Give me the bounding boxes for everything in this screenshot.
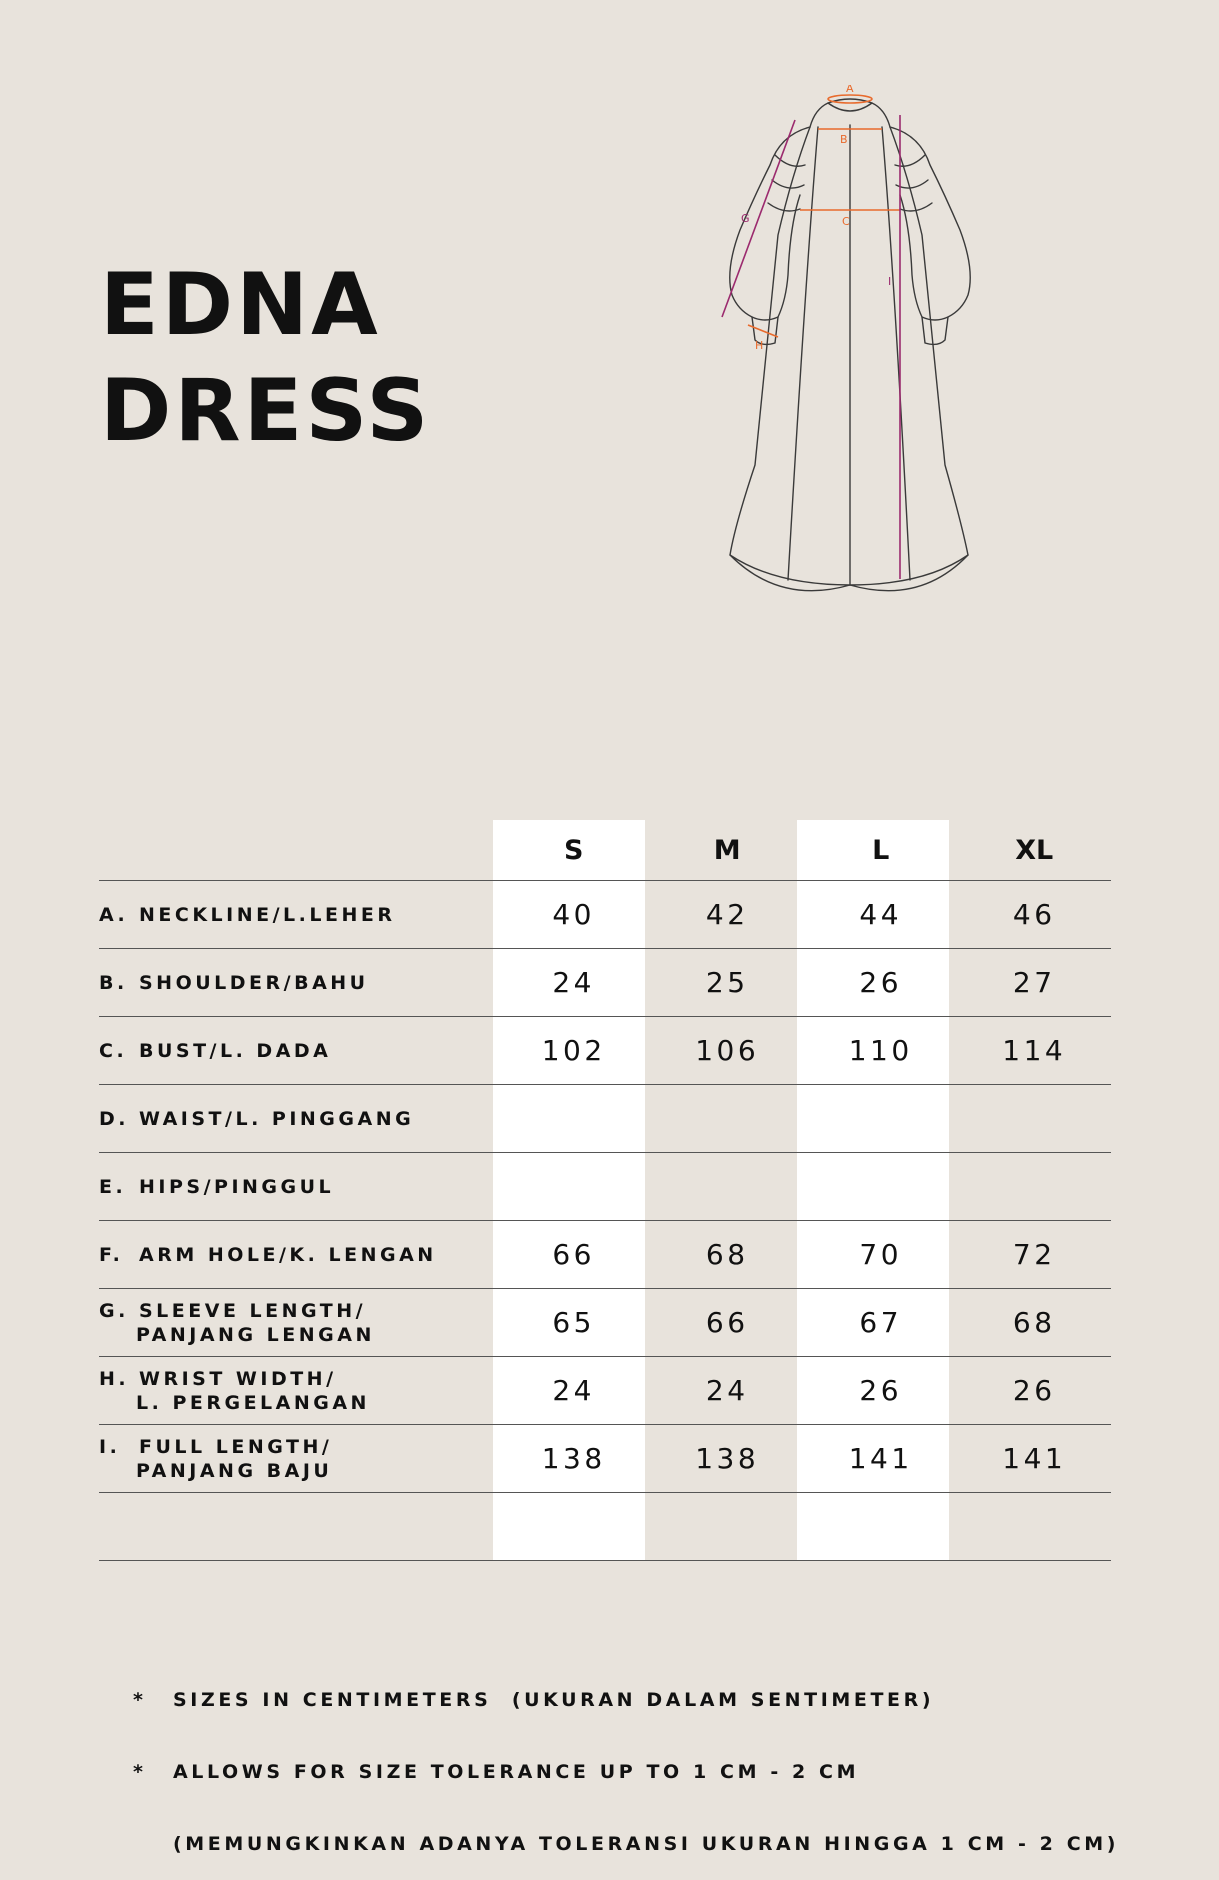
table-cell: 27 (957, 949, 1111, 1017)
size-notes (133, 1640, 1119, 1880)
table-cell (957, 1085, 1111, 1153)
row-label: C. BUST/L. DADA (99, 1017, 497, 1085)
table-cell: 66 (497, 1221, 651, 1289)
table-cell: 66 (650, 1289, 804, 1357)
header-size-s: S (497, 820, 651, 881)
note-1: * SIZES IN CENTIMETERS (UKURAN DALAM SENTIMETER) (133, 1689, 935, 1711)
row-label (99, 1493, 497, 1561)
table-cell: 25 (650, 949, 804, 1017)
table-cell: 138 (650, 1425, 804, 1493)
table-cell: 42 (650, 881, 804, 949)
measure-g-sleeve (722, 120, 795, 317)
product-title-line2: DRESS (100, 361, 432, 461)
row-label: E. HIPS/PINGGUL (99, 1153, 497, 1221)
header-size-l: L (804, 820, 958, 881)
table-cell: 68 (650, 1221, 804, 1289)
table-row (99, 949, 1111, 1017)
row-label: A. NECKLINE/L.LEHER (99, 881, 497, 949)
table-cell: 141 (957, 1425, 1111, 1493)
measure-h-wrist (748, 325, 778, 337)
table-cell: 26 (957, 1357, 1111, 1425)
dress-outline (730, 127, 968, 585)
table-row (99, 1357, 1111, 1425)
table-cell: 68 (957, 1289, 1111, 1357)
row-label: I. FULL LENGTH/ PANJANG BAJU (99, 1425, 497, 1493)
size-header-row (99, 820, 1111, 881)
header-size-m: M (650, 820, 804, 881)
table-cell (497, 1493, 651, 1561)
table-cell: 110 (804, 1017, 958, 1085)
table-cell: 67 (804, 1289, 958, 1357)
size-chart (99, 820, 1111, 1561)
label-g: G (741, 212, 750, 225)
table-cell (650, 1153, 804, 1221)
table-cell (804, 1493, 958, 1561)
table-cell: 70 (804, 1221, 958, 1289)
table-cell (957, 1153, 1111, 1221)
table-row-empty (99, 1493, 1111, 1561)
table-cell: 65 (497, 1289, 651, 1357)
header-blank (99, 820, 497, 881)
table-cell (650, 1493, 804, 1561)
table-cell (497, 1153, 651, 1221)
row-label: D. WAIST/L. PINGGANG (99, 1085, 497, 1153)
table-cell: 114 (957, 1017, 1111, 1085)
table-cell (804, 1153, 958, 1221)
label-a: A (846, 85, 854, 95)
product-title (100, 252, 431, 464)
table-cell: 102 (497, 1017, 651, 1085)
table-cell: 72 (957, 1221, 1111, 1289)
row-label: B. SHOULDER/BAHU (99, 949, 497, 1017)
table-row (99, 1153, 1111, 1221)
table-cell: 106 (650, 1017, 804, 1085)
table-cell: 138 (497, 1425, 651, 1493)
table-row (99, 1017, 1111, 1085)
table-row (99, 1425, 1111, 1493)
row-label: H. WRIST WIDTH/ L. PERGELANGAN (99, 1357, 497, 1425)
table-cell (497, 1085, 651, 1153)
label-i: I (888, 275, 892, 288)
size-table (99, 820, 1111, 1561)
table-cell: 26 (804, 1357, 958, 1425)
note-3: (MEMUNGKINKAN ADANYA TOLERANSI UKURAN HINGGA 1 CM - 2 CM) (173, 1833, 1120, 1855)
table-row (99, 881, 1111, 949)
table-row (99, 1289, 1111, 1357)
table-cell: 46 (957, 881, 1111, 949)
table-cell: 24 (497, 949, 651, 1017)
product-title-line1: EDNA (100, 255, 381, 355)
label-b: B (840, 133, 848, 146)
table-cell: 26 (804, 949, 958, 1017)
table-cell: 40 (497, 881, 651, 949)
table-cell: 141 (804, 1425, 958, 1493)
note-2: * ALLOWS FOR SIZE TOLERANCE UP TO 1 CM - 2 CM (133, 1761, 860, 1783)
label-h: H (755, 339, 764, 352)
table-row (99, 1221, 1111, 1289)
table-cell: 24 (497, 1357, 651, 1425)
header-size-xl: XL (957, 820, 1111, 881)
table-cell (957, 1493, 1111, 1561)
table-cell: 44 (804, 881, 958, 949)
row-label: F. ARM HOLE/K. LENGAN (99, 1221, 497, 1289)
table-cell (804, 1085, 958, 1153)
table-row (99, 1085, 1111, 1153)
table-cell: 24 (650, 1357, 804, 1425)
dress-measurement-diagram (700, 85, 1020, 670)
row-label: G. SLEEVE LENGTH/ PANJANG LENGAN (99, 1289, 497, 1357)
table-cell (650, 1085, 804, 1153)
label-c: C (842, 215, 850, 228)
